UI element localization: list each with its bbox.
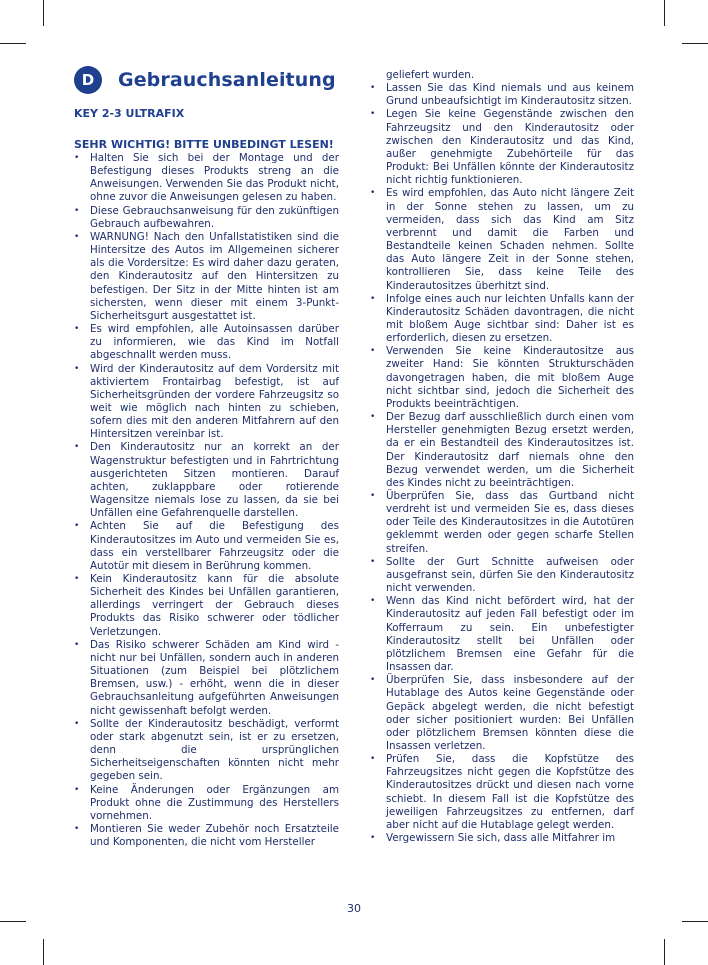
crop-mark	[682, 921, 708, 922]
warning-heading: SEHR WICHTIG! BITTE UNBEDINGT LESEN!	[74, 138, 334, 151]
instruction-list	[370, 82, 634, 845]
list-item: • Verwenden Sie keine Kinderautositze aus zweiter Hand: Sie könnten Strukturschäden davongetragen haben, die mit bloßem Auge nicht sichtbar sind, jedoch die Sicherheit des Produkts beeinträchtigen.	[370, 345, 634, 411]
list-item: • Halten Sie sich bei der Montage und der Befestigung dieses Produkts streng an die Anweisungen. Verwenden Sie das Produkt nicht, ohne zuvor die Anweisungen gelesen zu haben.	[74, 152, 339, 205]
language-badge: D	[74, 66, 102, 94]
list-item: • WARNUNG! Nach den Unfallstatistiken sind die Hintersitze des Autos im Allgemeinen sicherer als die Vordersitze: Es wird daher dazu geraten, den Kinderautositz auf den Hintersitzen zu befestigen. Der Sitz in der Mitte hinten ist am sichersten, wenn dieser mit einem 3-Punkt-Sicherheitsgurt ausgestattet ist.	[74, 231, 339, 323]
list-item: • Achten Sie auf die Befestigung des Kinderautositzes im Auto und vermeiden Sie es, dass ein verstellbarer Fahrzeugsitz oder die Autotür mit diesem in Berührung kommen.	[74, 520, 339, 573]
list-item: • Überprüfen Sie, dass insbesondere auf der Hutablage des Autos keine Gegenstände oder Gepäck abgelegt werden, die nicht befestigt oder sicher positioniert wurden: Bei Unfällen oder plötzlichem Bremsen könnten diese die Insassen verletzen.	[370, 674, 634, 753]
list-item: • Vergewissern Sie sich, dass alle Mitfahrer im	[370, 832, 634, 845]
list-item: • Überprüfen Sie, dass das Gurtband nicht verdreht ist und vermeiden Sie es, dass dieses oder Teile des Kinderautositzes in die Autotüren geklemmt werden oder gegen scharfe Stellen streifen.	[370, 490, 634, 556]
list-item: • Legen Sie keine Gegenstände zwischen den Fahrzeugsitz und den Kinderautositz oder zwischen den Kinderautositz und das Kind, außer genehmigte Zubehörteile für das Produkt: Bei Unfällen könnte der Kinderautositz nicht richtig funktionieren.	[370, 108, 634, 187]
crop-mark	[0, 921, 26, 922]
continued-text: geliefert wurden.	[386, 69, 475, 81]
crop-mark	[664, 0, 665, 26]
left-column	[74, 152, 339, 849]
crop-mark	[0, 43, 26, 44]
page-number: 30	[347, 902, 361, 915]
list-item: • Lassen Sie das Kind niemals und aus keinem Grund unbeaufsichtigt im Kinderautositz sitzen.	[370, 82, 634, 108]
list-item: • Das Risiko schwerer Schäden am Kind wird - nicht nur bei Unfällen, sondern auch in anderen Situationen (zum Beispiel bei plötzlichem Bremsen, usw.) - erhöht, wenn die in dieser Gebrauchsanleitung aufgeführten Anweisungen nicht gewissenhaft befolgt werden.	[74, 639, 339, 718]
crop-mark	[664, 939, 665, 965]
list-item: • Es wird empfohlen, das Auto nicht längere Zeit in der Sonne stehen zu lassen, um zu vermeiden, dass sich das Kind am Sitz verbrennt und damit die Farben und Bestandteile keinen Schaden nehmen. Sollte das Auto längere Zeit in der Sonne stehen, kontrollieren Sie, dass keine Teile des Kinderautositzes überhitzt sind.	[370, 187, 634, 292]
list-item: • Kein Kinderautositz kann für die absolute Sicherheit des Kindes bei Unfällen garantieren, allerdings verringert der Gebrauch dieses Produkts das Risiko schwerer oder tödlicher Verletzungen.	[74, 573, 339, 639]
list-item: • Keine Änderungen oder Ergänzungen am Produkt ohne die Zustimmung des Herstellers vornehmen.	[74, 784, 339, 823]
list-item: • Sollte der Gurt Schnitte aufweisen oder ausgefranst sein, dürfen Sie den Kinderautositz nicht verwenden.	[370, 556, 634, 595]
instruction-list	[74, 152, 339, 849]
list-item: • Sollte der Kinderautositz beschädigt, verformt oder stark abgenutzt sein, ist er zu ersetzen, denn die ursprünglichen Sicherheitseigenschaften könnten nicht mehr gegeben sein.	[74, 718, 339, 784]
list-item: • Infolge eines auch nur leichten Unfalls kann der Kinderautositz Schäden davontragen, die nicht mit bloßem Auge sichtbar sind: Daher ist es erforderlich, diesen zu ersetzen.	[370, 293, 634, 346]
page-title: Gebrauchsanleitung	[118, 69, 336, 91]
right-column	[370, 69, 634, 845]
list-item: • Diese Gebrauchsanweisung für den zukünftigen Gebrauch aufbewahren.	[74, 205, 339, 231]
product-model: KEY 2-3 ULTRAFIX	[74, 107, 185, 120]
list-item: • Wenn das Kind nicht befördert wird, hat der Kinderautositz auf jeden Fall befestigt oder im Kofferraum zu sein. Ein unbefestigter Kinderautositz stellt bei Unfällen oder plötzlichem Bremsen eine Gefahr für die Insassen dar.	[370, 595, 634, 674]
crop-mark	[682, 43, 708, 44]
list-item: • Es wird empfohlen, alle Autoinsassen darüber zu informieren, wie das Kind im Notfall abgeschnallt werden muss.	[74, 323, 339, 362]
crop-mark	[43, 0, 44, 26]
list-item: • Prüfen Sie, dass die Kopfstütze des Fahrzeugsitzes nicht gegen die Kopfstütze des Kinderautositzes drückt und diesen nach vorne schiebt. In diesem Fall ist die Kopfstütze des jeweiligen Fahrzeugsitzes zu entfernen, darf aber nicht auf die Hutablage gelegt werden.	[370, 753, 634, 832]
list-item: • Montieren Sie weder Zubehör noch Ersatzteile und Komponenten, die nicht vom Hersteller	[74, 823, 339, 849]
list-item: • Den Kinderautositz nur an korrekt an der Wagenstruktur befestigten und in Fahrtrichtung ausgerichteten Sitzen montieren. Darauf achten, zuklappbare oder rotierende Wagensitze niemals lose zu lassen, da sie bei Unfällen eine Gefahrenquelle darstellen.	[74, 441, 339, 520]
crop-mark	[43, 939, 44, 965]
list-item: • Wird der Kinderautositz auf dem Vordersitz mit aktiviertem Frontairbag befestigt, ist auf Sicherheitsgründen der vordere Fahrzeugsitz so weit wie möglich nach hinten zu schieben, sofern dies mit den anderen Mitfahrern auf den Hintersitzen vereinbar ist.	[74, 363, 339, 442]
list-item: • Der Bezug darf ausschließlich durch einen vom Hersteller genehmigten Bezug ersetzt werden, da er ein Bestandteil des Kinderautositzes ist. Der Kinderautositz darf niemals ohne den Bezug verwendet werden, um die Sicherheit des Kindes nicht zu beeinträchtigen.	[370, 411, 634, 490]
section-header	[74, 66, 336, 94]
